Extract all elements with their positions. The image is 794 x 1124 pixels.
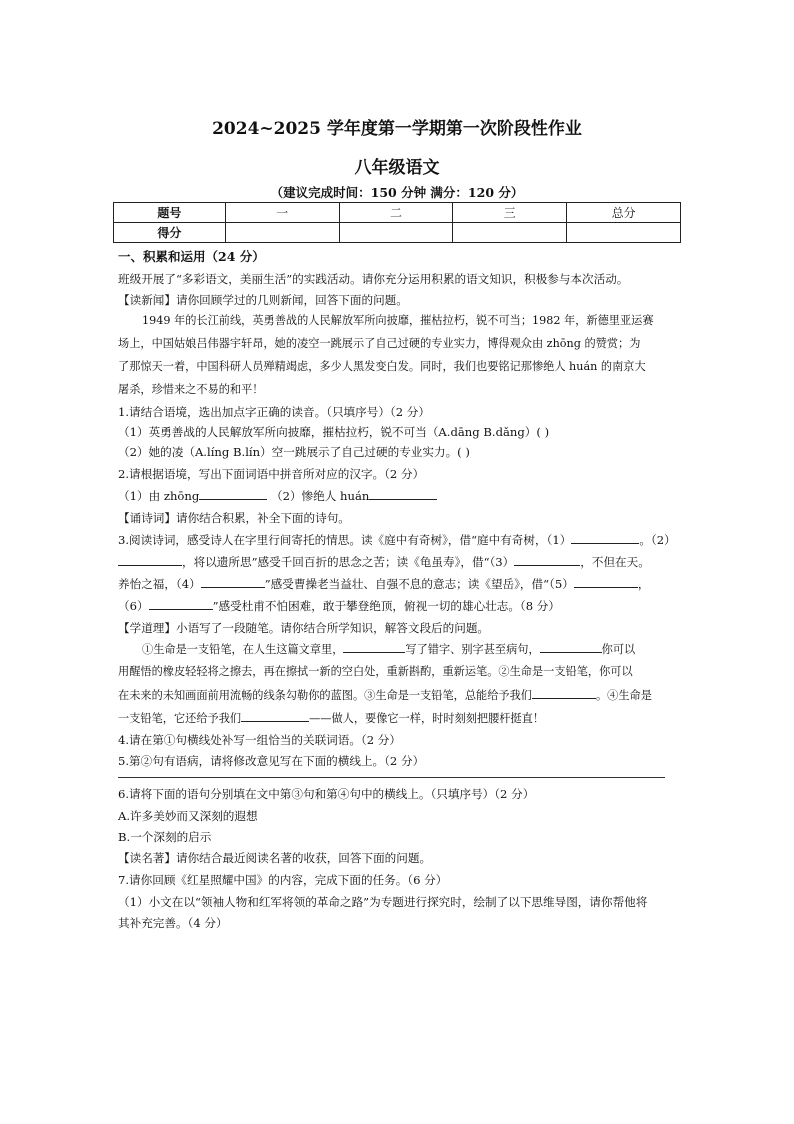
answer-blank[interactable] <box>241 710 309 722</box>
text-segment: （1）由 zhōng <box>118 489 200 503</box>
score-cell: 总分 <box>567 203 681 223</box>
answer-blank[interactable] <box>118 554 182 566</box>
text-segment: ，将以遗所思”感受千回百折的思念之苦；读《龟虽寿》，借“（3） <box>182 555 515 569</box>
text-segment: ”感受杜甫不怕困难，敢于攀登绝顶，俯视一切的雄心壮志。（8 分） <box>212 599 560 613</box>
question-line: （1）英勇善战的人民解放军所向披靡，摧枯拉朽，锐不可当（A.dāng B.dǎng）( ) <box>118 425 550 439</box>
question-line: 2.请根据语境，写出下面词语中拼音所对应的汉字。（2 分） <box>118 467 425 481</box>
essay-line <box>118 710 544 727</box>
question-line: 1.请结合语境，选出加点字正确的读音。（只填序号）（2 分） <box>118 405 430 419</box>
text-segment: ①生命是一支铅笔，在人生这篇文章里， <box>142 643 344 656</box>
news-line: 了那惊天一着，中国科研人员殚精竭虑，多少人黑发变白发。同时，我们也要铭记那惨绝人 huán 的南京大 <box>118 360 646 373</box>
essay-line <box>118 687 652 704</box>
text-line: 【读名著】请你结合最近阅读名著的收获，回答下面的问题。 <box>118 851 432 865</box>
text-segment: （2）惨绝人 huán <box>270 489 370 503</box>
question-line: 其补充完善。（4 分） <box>118 916 228 930</box>
score-cell: 得分 <box>114 223 226 243</box>
answer-blank[interactable] <box>369 488 437 500</box>
answer-blank[interactable] <box>343 641 405 653</box>
answer-blank[interactable] <box>149 598 213 610</box>
score-input-cell <box>339 223 453 243</box>
answer-blank[interactable] <box>199 488 267 500</box>
question-line: （2）她的凌（A.líng B.lín）空一跳展示了自己过硬的专业实力。( ) <box>118 445 470 459</box>
answer-blank[interactable] <box>201 576 265 588</box>
essay-line: 用醒悟的橡皮轻轻将之擦去，再在擦拭一新的空白处，重新斟酌，重新运笔。②生命是一支铅笔，你可以 <box>118 665 633 678</box>
question-line <box>118 532 676 548</box>
text-segment: 在未来的未知画面前用流畅的线条勾勒你的蓝图。③生命是一支铅笔，总能给予我们 <box>118 689 532 702</box>
text-segment: ——做人，要像它一样，时时刻刻把腰杆挺直！ <box>309 712 545 725</box>
text-segment: （6） <box>118 599 149 613</box>
text-segment: 。④生命是 <box>595 689 652 702</box>
question-line: 4.请在第①句横线处补写一组恰当的关联词语。（2 分） <box>118 733 401 747</box>
text-segment: ， <box>637 577 650 591</box>
essay-line <box>142 641 635 658</box>
score-table-header-row <box>114 203 681 223</box>
text-segment: ”感受曹操老当益壮、自强不息的意志；读《望岳》，借“（5） <box>264 577 574 591</box>
question-line: 6.请将下面的语句分别填在文中第③句和第④句中的横线上。（只填序号）（2 分） <box>118 787 535 801</box>
question-line: 5.第②句有语病，请将修改意见写在下面的横线上。（2 分） <box>118 754 425 768</box>
score-cell: 题号 <box>114 203 226 223</box>
exam-subject: 八年级语文 <box>354 158 440 178</box>
section-heading: 一、积累和运用（24 分） <box>118 249 265 264</box>
text-segment: 你可以 <box>601 643 636 656</box>
option-line: B.一个深刻的启示 <box>118 830 212 844</box>
answer-blank[interactable] <box>514 554 580 566</box>
score-cell: 三 <box>453 203 567 223</box>
text-segment: 写了错字、别字甚至病句， <box>405 643 540 656</box>
news-line: 屠杀，珍惜来之不易的和平！ <box>118 383 264 396</box>
question-line <box>118 598 560 614</box>
text-segment: ，不但在天。 <box>580 555 650 569</box>
score-table-score-row <box>114 223 681 243</box>
question-line: 7.请你回顾《红星照耀中国》的内容，完成下面的任务。（6 分） <box>118 873 448 887</box>
score-cell: 二 <box>339 203 453 223</box>
text-line: 【诵诗词】请你结合积累，补全下面的诗句。 <box>118 511 350 525</box>
text-segment: 养怡之福，（4） <box>118 577 201 591</box>
answer-line[interactable] <box>118 777 665 778</box>
score-input-cell <box>225 223 339 243</box>
exam-note: （建议完成时间：150 分钟 满分：120 分） <box>270 185 524 200</box>
exam-title: 2024~2025 学年度第一学期第一次阶段性作业 <box>212 119 582 139</box>
question-line <box>118 554 650 570</box>
answer-blank[interactable] <box>540 641 602 653</box>
news-line: 1949 年的长江前线，英勇善战的人民解放军所向披靡，摧枯拉朽，锐不可当；1982 年，新德里亚运赛 <box>142 314 654 327</box>
question-line: （1）小文在以“领袖人物和红军将领的革命之路”为专题进行探究时，绘制了以下思维导图，请你帮他将 <box>118 895 648 909</box>
text-segment: 一支铅笔，它还给予我们 <box>118 712 242 725</box>
text-segment: 3.阅读诗词，感受诗人在字里行间寄托的情思。读《庭中有奇树》，借“庭中有奇树，（1） <box>118 533 572 547</box>
text-line: 【学道理】小语写了一段随笔。请你结合所学知识，解答文段后的问题。 <box>118 621 490 635</box>
answer-blank[interactable] <box>532 687 596 699</box>
question-line <box>118 576 649 592</box>
text-line: 【读新闻】请你回顾学过的几则新闻，回答下面的问题。 <box>118 293 408 307</box>
text-line: 班级开展了“多彩语文，美丽生活”的实践活动。请你充分运用积累的语文知识，积极参与本次活动。 <box>118 272 629 286</box>
news-line: 场上，中国姑娘吕伟器宇轩昂，她的凌空一跳展示了自己过硬的专业实力，博得观众由 zhōng 的赞赏；为 <box>118 337 641 350</box>
score-table <box>113 202 681 243</box>
option-line: A.许多美妙而又深刻的遐想 <box>118 809 258 823</box>
answer-blank[interactable] <box>571 532 639 544</box>
score-cell: 一 <box>225 203 339 223</box>
score-input-cell <box>453 223 567 243</box>
text-segment: 。（2） <box>639 533 676 547</box>
answer-blank[interactable] <box>574 576 638 588</box>
score-input-cell <box>567 223 681 243</box>
question-line <box>118 488 437 504</box>
